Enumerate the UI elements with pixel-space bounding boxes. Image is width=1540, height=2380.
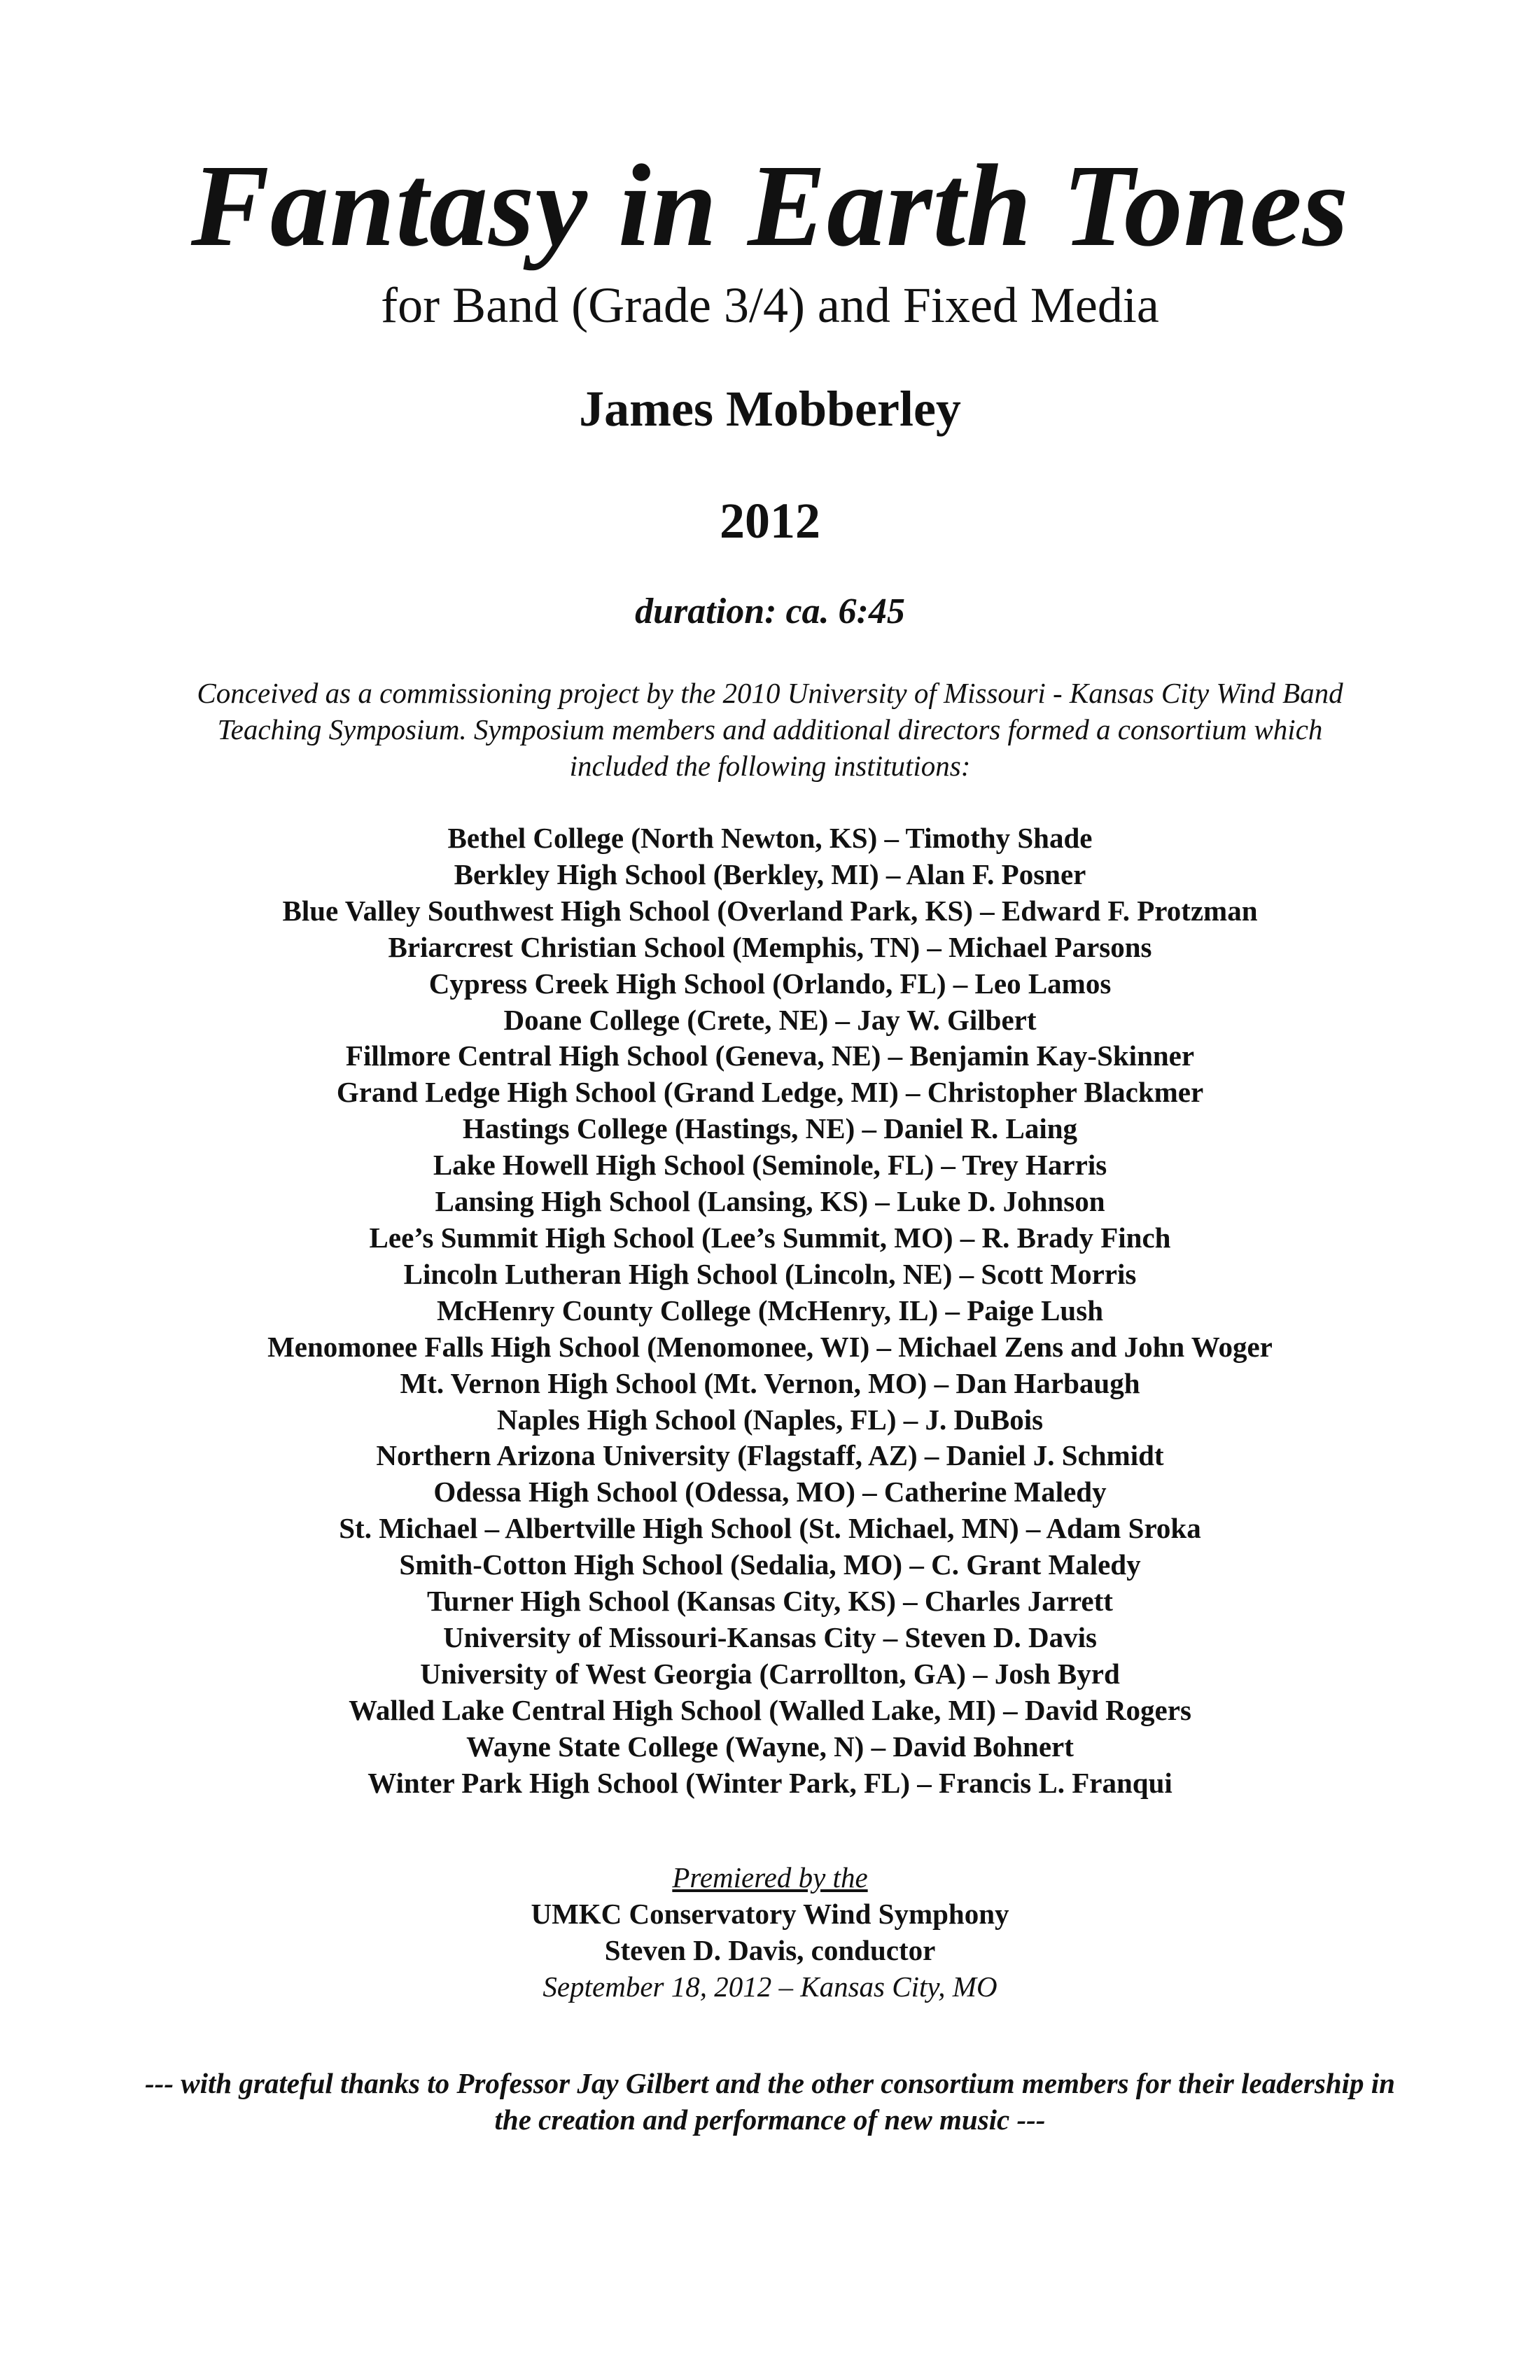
consortium-member: Grand Ledge High School (Grand Ledge, MI) – Christopher Blackmer xyxy=(336,1076,1204,1109)
consortium-list xyxy=(84,820,1456,1801)
piece-title: Fantasy in Earth Tones xyxy=(190,141,1350,271)
premiere-date: September 18, 2012 – Kansas City, MO xyxy=(542,1970,997,2003)
consortium-member: Hastings College (Hastings, NE) – Daniel R. Laing xyxy=(462,1112,1078,1145)
piece-subtitle: for Band (Grade 3/4) and Fixed Media xyxy=(381,277,1159,333)
consortium-member: Lincoln Lutheran High School (Lincoln, NE) – Scott Morris xyxy=(403,1257,1137,1290)
premiere-label: Premiered by the xyxy=(672,1861,868,1893)
duration-value: ca. 6:45 xyxy=(785,592,905,631)
consortium-member: Smith-Cotton High School (Sedalia, MO) – C. Grant Maledy xyxy=(399,1548,1141,1581)
consortium-member: Walled Lake Central High School (Walled Lake, MI) – David Rogers xyxy=(349,1693,1191,1726)
consortium-member: Lake Howell High School (Seminole, FL) – Trey Harris xyxy=(433,1149,1107,1182)
consortium-member: Winter Park High School (Winter Park, FL) – Francis L. Franqui xyxy=(368,1766,1172,1799)
premiere-conductor: Steven D. Davis, conductor xyxy=(604,1934,936,1966)
consortium-member: Naples High School (Naples, FL) – J. DuBois xyxy=(496,1403,1044,1436)
duration-label: duration: xyxy=(635,592,777,631)
consortium-member: St. Michael – Albertville High School (St. Michael, MN) – Adam Sroka xyxy=(339,1512,1201,1545)
consortium-member: Mt. Vernon High School (Mt. Vernon, MO) – Dan Harbaugh xyxy=(400,1366,1140,1399)
consortium-member: University of West Georgia (Carrollton, GA) – Josh Byrd xyxy=(420,1657,1120,1690)
consortium-member: Lansing High School (Lansing, KS) – Luke D. Johnson xyxy=(435,1185,1105,1218)
consortium-member: Doane College (Crete, NE) – Jay W. Gilbert xyxy=(503,1003,1037,1036)
consortium-member: Blue Valley Southwest High School (Overland Park, KS) – Edward F. Protzman xyxy=(282,894,1258,927)
consortium-member: Northern Arizona University (Flagstaff, AZ) – Daniel J. Schmidt xyxy=(376,1439,1164,1472)
duration-line xyxy=(0,594,1540,630)
consortium-member: McHenry County College (McHenry, IL) – Paige Lush xyxy=(436,1294,1103,1326)
composition-year: 2012 xyxy=(720,493,820,549)
premiere-ensemble: UMKC Conservatory Wind Symphony xyxy=(531,1898,1009,1930)
consortium-member: Fillmore Central High School (Geneva, NE) – Benjamin Kay-Skinner xyxy=(345,1040,1195,1072)
consortium-member: Bethel College (North Newton, KS) – Timothy Shade xyxy=(447,822,1093,854)
consortium-member: Odessa High School (Odessa, MO) – Catherine Maledy xyxy=(433,1476,1107,1508)
consortium-member: Turner High School (Kansas City, KS) – Charles Jarrett xyxy=(427,1585,1113,1618)
consortium-member: University of Missouri-Kansas City – Steven D. Davis xyxy=(443,1620,1097,1653)
premiere-block xyxy=(0,1859,1540,2005)
composer-name: James Mobberley xyxy=(579,381,961,437)
acknowledgement: --- with grateful thanks to Professor Jay Gilbert and the other consortium members for their leadership in the creation and performance of new music --- xyxy=(145,2067,1395,2136)
commission-note: Conceived as a commissioning project by the 2010 University of Missouri - Kansas City Wind Band Teaching Symposium. Symposium members and additional directors formed a consortium which included the following institutions: xyxy=(197,677,1343,782)
consortium-member: Cypress Creek High School (Orlando, FL) – Leo Lamos xyxy=(428,967,1112,1000)
consortium-member: Lee’s Summit High School (Lee’s Summit, MO) – R. Brady Finch xyxy=(369,1221,1171,1254)
consortium-member: Menomonee Falls High School (Menomonee, WI) – Michael Zens and John Woger xyxy=(267,1330,1273,1363)
consortium-member: Berkley High School (Berkley, MI) – Alan F. Posner xyxy=(454,858,1086,890)
consortium-member: Wayne State College (Wayne, N) – David Bohnert xyxy=(466,1730,1074,1763)
consortium-member: Briarcrest Christian School (Memphis, TN) – Michael Parsons xyxy=(388,930,1152,963)
